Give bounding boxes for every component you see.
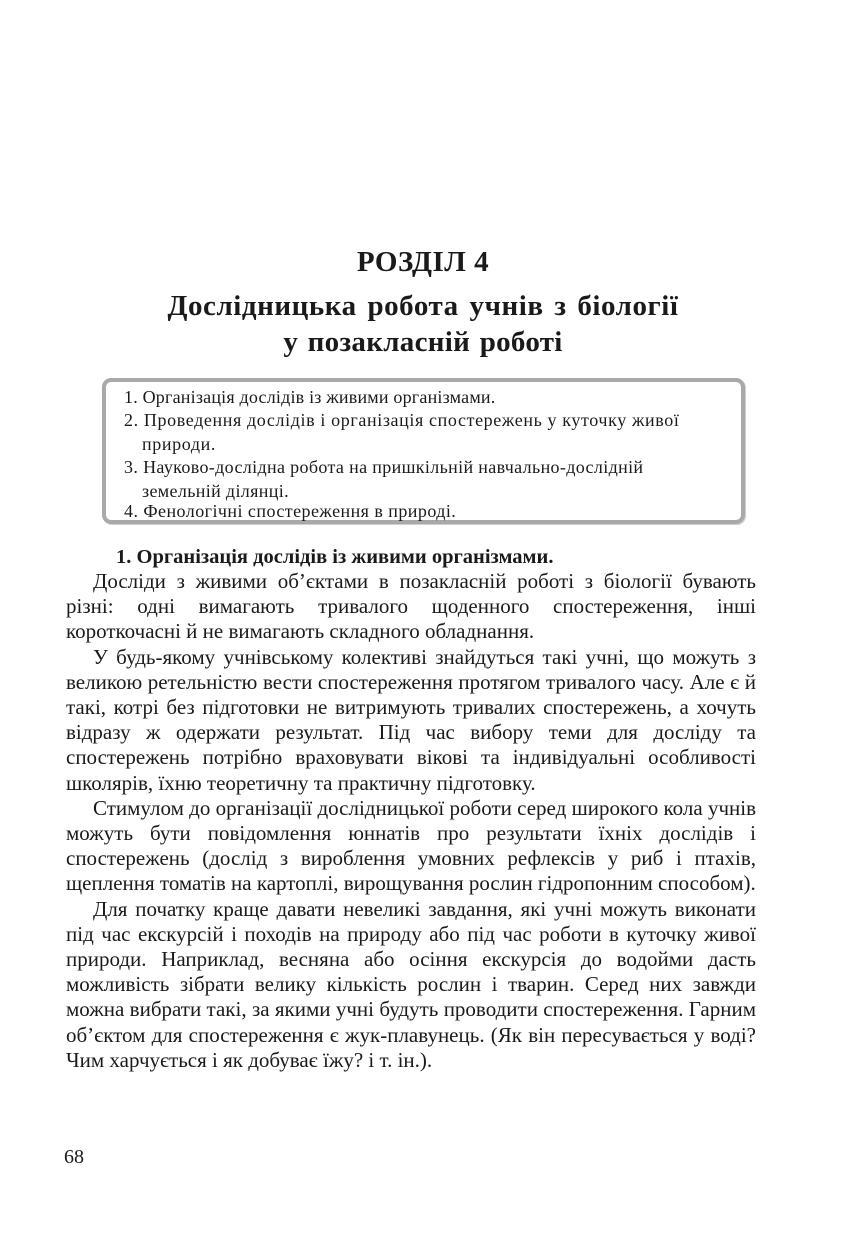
section-heading: 1. Організація дослідів із живими організмами. xyxy=(116,546,554,568)
contents-item-continuation: земельній ділянці. xyxy=(142,480,289,501)
paragraph: У будь-якому учнівському колективі знайдуться такі учні, що можуть з великою ретельністю вести спостереження протягом тривалого часу. Але є й такі, котрі без підготовки не витримують тривалих спостережень, а хочуть відразу ж одержати результат. Під час вибору теми для досліду та спостережень потрібно враховувати вікові та індивідуальні особливості школярів, їхню теоретичну та практичну підготовку. xyxy=(66,644,756,795)
body-text xyxy=(66,569,756,1073)
chapter-title xyxy=(60,288,786,360)
paragraph: Досліди з живими об’єктами в позакласній роботі з біології бувають різні: одні вимагають тривалого щоденного спостереження, інші короткочасні й не вимагають складного обладнання. xyxy=(66,569,756,644)
paragraph: Стимулом до організації дослідницької роботи серед широкого кола учнів можуть бути повідомлення юннатів про результати їхніх дослідів і спостережень (дослід з вироблення умовних рефлексів у риб і птахів, щеплення томатів на картоплі, вирощування рослин гідропонним способом). xyxy=(66,795,756,896)
contents-box xyxy=(102,378,745,524)
contents-item-1 xyxy=(124,386,495,410)
contents-item-3 xyxy=(124,456,643,503)
contents-item-2 xyxy=(124,409,680,456)
contents-item-number: 3. xyxy=(124,457,139,477)
contents-item-number: 4. xyxy=(124,501,139,521)
contents-item-text: Фенологічні спостереження в природі. xyxy=(143,501,457,521)
contents-item-text: Організація дослідів із живими організмами. xyxy=(142,387,496,407)
contents-item-text: Проведення дослідів і організація спостережень у куточку живої xyxy=(143,410,680,430)
page-number: 68 xyxy=(64,1146,84,1168)
chapter-title-line-2: у позакласній роботі xyxy=(283,326,563,358)
chapter-title-line-1: Дослідницька робота учнів з біології xyxy=(167,290,679,322)
contents-item-continuation: природи. xyxy=(142,433,216,454)
paragraph: Для початку краще давати невеликі завдання, які учні можуть виконати під час екскурсій і походів на природу або під час роботи в куточку живої природи. Наприклад, весняна або осіння екскурсія до водойми дасть можливість зібрати велику кількість рослин і тварин. Серед них завжди можна вибрати такі, за якими учні будуть проводити спостереження. Гарним об’єктом для спостереження є жук-плавунець. (Як він пересувається у воді? Чим харчується і як добуває їжу? і т. ін.). xyxy=(66,896,756,1072)
contents-item-number: 1. xyxy=(124,387,138,407)
contents-item-number: 2. xyxy=(124,410,139,430)
contents-item-text: Науково-дослідна робота на пришкільній навчально-дослідній xyxy=(143,457,644,477)
chapter-heading: РОЗДІЛ 4 xyxy=(356,246,490,278)
contents-item-4 xyxy=(124,500,456,524)
